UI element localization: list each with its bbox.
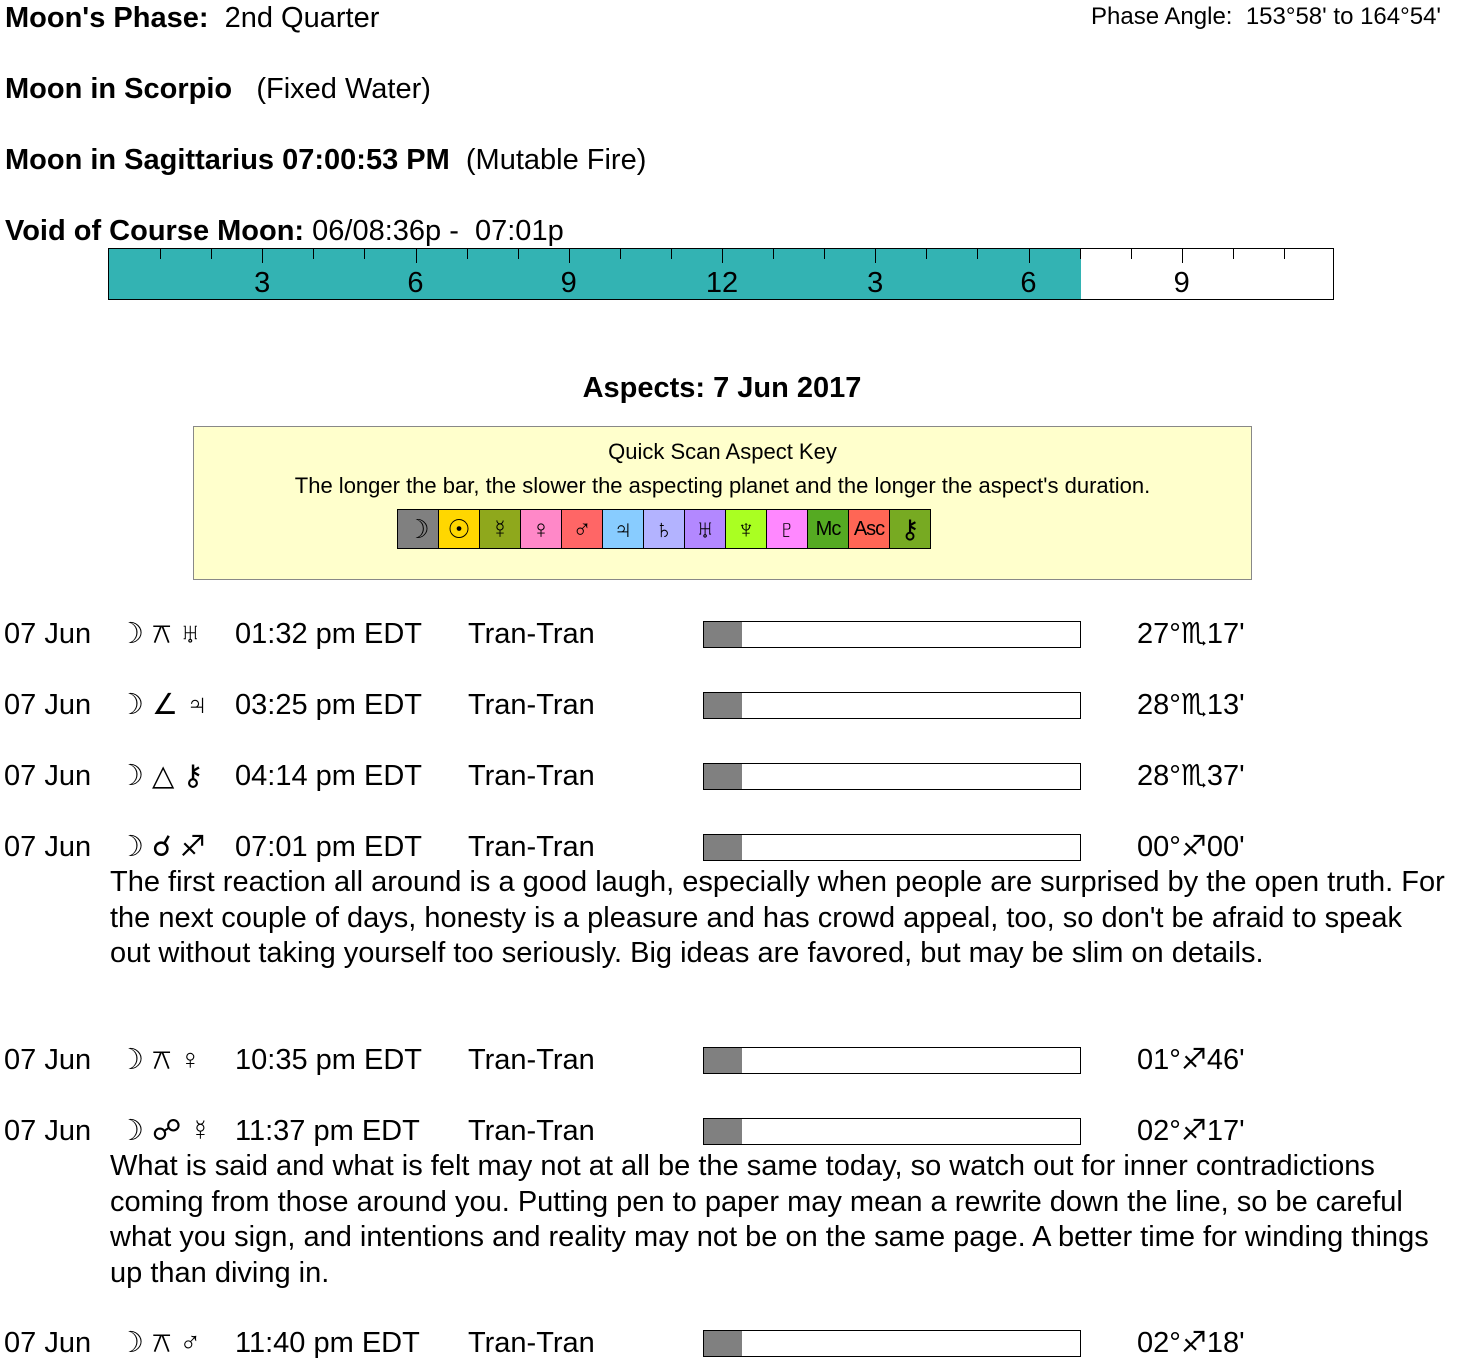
moon-ingress-label: Moon in Sagittarius 07:00:53 PM <box>5 144 450 176</box>
aspect-row <box>0 617 1467 651</box>
voc-tick <box>875 249 876 263</box>
aspect-date: 07 Jun <box>4 689 92 721</box>
aspect-glyphs: ☽ △ ⚷ <box>118 760 204 792</box>
aspect-type: Tran-Tran <box>468 1115 595 1147</box>
voc-tick <box>416 249 417 263</box>
aspect-duration-bar <box>703 763 1081 790</box>
aspect-interpretation: The first reaction all around is a good laugh, especially when people are surprised by the open truth. For the next couple of days, honesty is a pleasure and has crowd appeal, too, so don't be afraid to speak out without taking yourself too seriously. Big ideas are favored, but may be slim on details. <box>110 866 1445 969</box>
voc-tick <box>262 249 263 263</box>
aspect-duration-bar <box>703 1330 1081 1357</box>
phase-angle-value: 153°58' to 164°54' <box>1245 3 1441 30</box>
aspect-key <box>193 426 1252 580</box>
aspect-duration-bar <box>703 834 1081 861</box>
aspect-position: 28°♏37' <box>1137 760 1245 792</box>
chiron-icon: ⚷ <box>890 510 930 548</box>
aspect-position: 27°♏17' <box>1137 618 1245 650</box>
aspect-duration-bar <box>703 1047 1081 1074</box>
phase-angle-label: Phase Angle: <box>1091 3 1233 30</box>
venus-icon: ♀ <box>521 510 562 548</box>
sun-icon: ☉ <box>439 510 480 548</box>
aspect-type: Tran-Tran <box>468 689 595 721</box>
aspect-time: 03:25 pm EDT <box>235 689 422 721</box>
aspect-position: 02°♐18' <box>1137 1327 1245 1359</box>
void-of-course-line <box>5 214 564 248</box>
voc-tick <box>1080 249 1081 259</box>
aspect-row <box>0 830 1467 864</box>
aspect-position: 00°♐00' <box>1137 831 1245 863</box>
moon-ingress-line <box>5 143 646 177</box>
aspect-row <box>0 1043 1467 1077</box>
aspect-duration-fill <box>704 1048 742 1073</box>
aspect-type: Tran-Tran <box>468 760 595 792</box>
ascendant-icon: Asc <box>849 510 890 548</box>
aspect-glyphs: ☽ ⚻ ♀ <box>118 1044 202 1076</box>
aspect-date: 07 Jun <box>4 618 92 650</box>
aspect-glyphs: ☽ ⚻ ♅ <box>118 618 202 650</box>
voc-tick <box>1284 249 1285 259</box>
aspect-row <box>0 1114 1467 1148</box>
aspect-duration-bar <box>703 1118 1081 1145</box>
aspect-duration-fill <box>704 835 742 860</box>
aspect-key-description: The longer the bar, the slower the aspecting planet and the longer the aspect's duration. <box>294 473 1151 498</box>
aspect-time: 11:40 pm EDT <box>235 1327 420 1359</box>
neptune-icon: ♆ <box>726 510 767 548</box>
aspect-position: 28°♏13' <box>1137 689 1245 721</box>
aspect-time: 10:35 pm EDT <box>235 1044 422 1076</box>
voc-tick <box>722 249 723 263</box>
aspect-position: 01°♐46' <box>1137 1044 1245 1076</box>
voc-tick <box>824 249 825 259</box>
voc-hour-label: 9 <box>1173 267 1190 299</box>
aspect-key-legend <box>397 509 931 549</box>
midheaven-icon: Mc <box>808 510 849 548</box>
aspect-type: Tran-Tran <box>468 1327 595 1359</box>
voc-hour-label: 3 <box>254 267 271 299</box>
voc-tick <box>926 249 927 259</box>
aspect-duration-bar <box>703 692 1081 719</box>
aspect-key-title: Quick Scan Aspect Key <box>608 439 837 464</box>
aspect-type: Tran-Tran <box>468 831 595 863</box>
aspect-duration-fill <box>704 1331 742 1356</box>
aspect-duration-fill <box>704 1119 742 1144</box>
moon-phase-line <box>5 1 379 35</box>
moon-sign-label: Moon in Scorpio <box>5 73 233 105</box>
aspect-interpretation: What is said and what is felt may not at all be the same today, so watch out for inner contradictions coming from those around you. Putting pen to paper may mean a rewrite down the line, so be careful what you sign, and intentions and reality may not be on the same page. A better time for winding things up than diving in. <box>110 1150 1429 1289</box>
jupiter-icon: ♃ <box>603 510 644 548</box>
aspect-duration-fill <box>704 764 742 789</box>
voc-tick <box>518 249 519 259</box>
voc-tick <box>313 249 314 259</box>
moon-icon: ☽ <box>398 510 439 548</box>
moon-ingress-element: (Mutable Fire) <box>465 144 647 176</box>
mars-icon: ♂ <box>562 510 603 548</box>
voc-timeline <box>108 248 1334 300</box>
aspect-glyphs: ☽ ☍ ☿ <box>118 1115 212 1147</box>
pluto-icon: ♇ <box>767 510 808 548</box>
aspect-time: 07:01 pm EDT <box>235 831 422 863</box>
voc-hour-label: 6 <box>407 267 424 299</box>
aspect-duration-fill <box>704 622 742 647</box>
aspect-row <box>0 688 1467 722</box>
aspects-title: Aspects: 7 Jun 2017 <box>582 372 862 404</box>
voc-hour-label: 12 <box>705 267 739 299</box>
voc-tick <box>1182 249 1183 263</box>
voc-tick <box>620 249 621 259</box>
mercury-icon: ☿ <box>480 510 521 548</box>
aspect-type: Tran-Tran <box>468 618 595 650</box>
saturn-icon: ♄ <box>644 510 685 548</box>
aspect-duration-fill <box>704 693 742 718</box>
aspect-row <box>0 1326 1467 1360</box>
aspect-date: 07 Jun <box>4 831 92 863</box>
moon-sign-element: (Fixed Water) <box>256 73 431 105</box>
aspect-time: 04:14 pm EDT <box>235 760 422 792</box>
voc-tick <box>467 249 468 259</box>
aspect-position: 02°♐17' <box>1137 1115 1245 1147</box>
aspect-glyphs: ☽ ☌ ♐ <box>118 831 206 863</box>
voc-tick <box>773 249 774 259</box>
aspect-date: 07 Jun <box>4 760 92 792</box>
phase-angle <box>1091 3 1441 31</box>
voc-tick <box>211 249 212 259</box>
aspect-glyphs: ☽ ⚻ ♂ <box>118 1327 202 1359</box>
moon-sign-line <box>5 72 431 106</box>
aspect-duration-bar <box>703 621 1081 648</box>
voc-tick <box>671 249 672 259</box>
voc-tick <box>977 249 978 259</box>
voc-label: Void of Course Moon: <box>5 215 305 247</box>
uranus-icon: ♅ <box>685 510 726 548</box>
aspect-date: 07 Jun <box>4 1115 92 1147</box>
voc-tick <box>569 249 570 263</box>
moon-phase-value: 2nd Quarter <box>224 2 380 34</box>
aspect-glyphs: ☽ ∠ ♃ <box>118 689 208 721</box>
aspect-date: 07 Jun <box>4 1327 92 1359</box>
voc-tick <box>1131 249 1132 259</box>
aspect-type: Tran-Tran <box>468 1044 595 1076</box>
moon-phase-label: Moon's Phase: <box>5 2 209 34</box>
voc-hour-label: 3 <box>867 267 884 299</box>
aspect-date: 07 Jun <box>4 1044 92 1076</box>
voc-tick <box>1233 249 1234 259</box>
voc-hour-label: 6 <box>1020 267 1037 299</box>
voc-hour-label: 9 <box>560 267 577 299</box>
voc-tick <box>364 249 365 259</box>
voc-value: 06/08:36p - 07:01p <box>312 215 564 247</box>
aspect-row <box>0 759 1467 793</box>
aspect-time: 01:32 pm EDT <box>235 618 422 650</box>
voc-tick <box>160 249 161 259</box>
aspect-time: 11:37 pm EDT <box>235 1115 420 1147</box>
voc-tick <box>1029 249 1030 263</box>
